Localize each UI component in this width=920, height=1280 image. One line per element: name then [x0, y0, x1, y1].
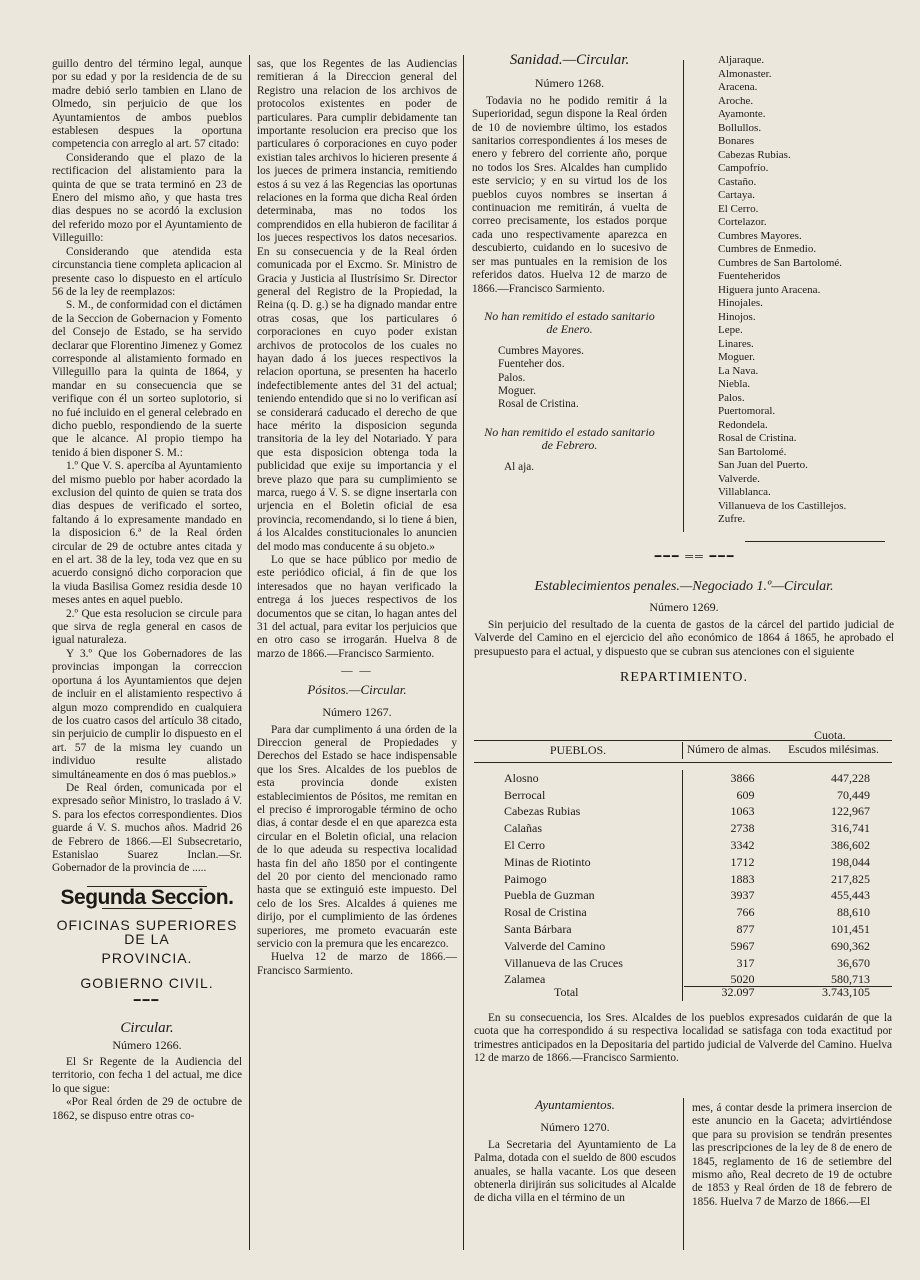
list-item: Aracena.	[718, 81, 758, 93]
table-header	[474, 742, 892, 759]
ayuntamientos-col	[474, 1098, 676, 1250]
office-heading: PROVINCIA.	[101, 950, 193, 966]
penal-section	[474, 580, 894, 684]
cell-almas: 3342	[682, 837, 755, 854]
table-total-row	[474, 984, 892, 1001]
cell-cuota: 217,825	[831, 871, 870, 886]
section-divider	[87, 886, 207, 887]
reparto-heading: REPARTIMIENTO.	[620, 670, 748, 686]
cell-pueblo: Calañas	[504, 821, 542, 836]
ornament: — —	[341, 665, 373, 678]
ayunt-heading: Ayuntamientos.	[535, 1098, 615, 1112]
column-rule	[683, 1098, 684, 1250]
list-item: Villanueva de los Castillejos.	[718, 499, 847, 512]
paragraph: «Por Real órden de 29 de octubre de 1862, se dispuso entre otras co-	[52, 1096, 242, 1122]
paragraph: mes, á contar desde la primera insercion de este anuncio en la Gaceta; advirtiéndose que para su provision se tendrán presentes las prescripciones de la ley de 8 de enero de 1845, reglamento de 16 de setiembre del mismo año, Real decreto de 19 de octubre de 1853 y Real órden de 18 de febrero de 1856. Huelva 7 de Marzo de 1866.—El	[692, 1102, 892, 1208]
cuota-label: Cuota.	[814, 728, 846, 742]
section-title: Segunda Seccion.	[60, 885, 234, 909]
penal-heading: Establecimientos penales.—Negociado 1.º—Circular.	[534, 579, 834, 594]
paragraph: De Real órden, comunicada por el expresado señor Ministro, lo traslado á V. S. para los efectos correspondientes. Dios guarde á V. S. muchos años. Madrid 26 de Febrero de 1866.—El Subsecretario, Estanislao Suarez Inclan.—Sr. Gobernador de la provincia de .....	[52, 781, 242, 875]
paragraph: Considerando que el plazo de la rectificacion del alistamiento para la quinta de que se trata terminó en 23 de Enero del mismo año, y que hasta tres dias despues no se acordó la exclusion del referido mozo por el Ayuntamiento de Villeguillo:	[52, 151, 242, 245]
list-item: Cumbres Mayores.	[718, 229, 802, 242]
cell-almas: 609	[682, 787, 755, 804]
list-item: Bollullos.	[718, 121, 762, 134]
cell-almas: 766	[682, 904, 755, 921]
cell-pueblo: Alosno	[504, 770, 539, 785]
penal-closing	[474, 1012, 892, 1066]
cell-almas: 1883	[682, 871, 755, 888]
list-item: Al aja.	[504, 460, 535, 473]
ornament: ━━━ ══ ━━━	[654, 551, 736, 563]
cell-pueblo: Valverde del Camino	[504, 938, 606, 953]
table-row	[474, 770, 892, 787]
cell-cuota: 455,443	[831, 888, 870, 903]
cell-cuota: 70,449	[837, 787, 870, 802]
list-item: El Cerro.	[718, 202, 759, 215]
table-row	[474, 871, 892, 888]
cell-cuota: 88,610	[837, 905, 870, 920]
list-item: Villablanca.	[718, 486, 771, 498]
list-item: Bonares	[718, 135, 755, 147]
total-almas: 32.097	[682, 984, 755, 1001]
cell-almas: 877	[682, 921, 755, 938]
paragraph: Todavia no he podido remitir á la Superioridad, segun dispone la Real órden de 10 de noviembre último, los estados sanitarios correspondientes á los meses de enero y febrero del corriente año, porque no todos los Sres. Alcaldes han cumplido este servicio; y en su virtud los de los pueblos cuyos nombres se insertan á continuacion me remitirán, á vuelta de correo precisamente, los estados porque cada uno respectivamente aparezca en descubierto, cuidando en lo sucesivo de ser mas puntuales en la remision de los referidos datos. Huelva 12 de marzo de 1866.—Francisco Sarmiento.	[472, 94, 667, 295]
table-row	[474, 921, 892, 938]
list-item: Castaño.	[718, 175, 757, 188]
cell-pueblo: Zalamea	[504, 972, 546, 987]
table-row	[474, 955, 892, 972]
list-item: Lepe.	[718, 324, 743, 336]
ayuntamientos-cont	[692, 1102, 892, 1250]
paragraph: Y 3.º Que los Gobernadores de las provincias impongan la correccion oportuna á los Ayuntamientos que dejen de incluir en el alistamiento respectivo á algun mozo comprendido en cualquiera de los cuatro casos del artículo 38 citado, sin perjuicio de cumplir lo dispuesto en el art. 57 de la misma ley cuando un individuo resulte alistado simultáneamente en dos ó mas pueblos.»	[52, 647, 242, 781]
cell-cuota: 316,741	[831, 821, 870, 836]
paragraph: El Sr Regente de la Audiencia del territorio, con fecha 1 del actual, me dice lo que sigue:	[52, 1056, 242, 1095]
column-rule	[249, 55, 250, 1250]
list-item: Cortelazor.	[718, 216, 767, 228]
table-row	[474, 820, 892, 837]
paragraph: sas, que los Regentes de las Audiencias remitieran á la Direccion general del Registro una relacion de los archivos de protocolos existentes en poder de particulares. Para cumplir debidamente tan importante resolucion era preciso que los particulares ó corporaciones en cuyo poder existian tales archivos lo hicieren presente á los jueces de primera instancia, remitiendo estos á su vez á las Regencias las oportunas relaciones en la forma que dicha Real órden determinaba, mas no todos los comprendidos en ella hubieron de facilitar á los jueces respectivos los datos necesarios. En su consecuencia y de la Real órden comunicada por el Excmo. Sr. Ministro de Gracia y Justicia al Ilustrísimo Sr. Director general del Registro de la Propiedad, la Reina (q. D. g.) se ha dignado mandar entre otras cosas, que los particulares ó corporaciones en cuyo poder existan archivos de protocolos de los cuales no hayan dado á los jueces respectivos la relacion oportuna, se presenten ha hacerlo indefectiblemente antes del 31 del actual; teniendo entendido que si no lo verifican así se considerará caducado el derecho de que hace mérito la disposicion segunda transitoria de la ley del Notariado. Y para que esta disposicion obtenga toda la publicidad que exije su importancia y el breve plazo que para su cumplimiento se marca, ruego á V. S. se digne insertarla con urjencia en el Boletin oficial de esa provincia, recomendando, si lo tiene á bien, á los Alcaldes constitucionales lo anuncien del modo mas conducente á su objeto.»	[257, 58, 457, 553]
list-item: Almonaster.	[718, 67, 772, 80]
office-heading: OFICINAS SUPERIORES DE LA	[56, 917, 238, 947]
cell-cuota: 198,044	[831, 854, 870, 869]
list-item: Aljaraque.	[718, 54, 765, 66]
list-item: Zufre.	[718, 513, 746, 525]
paragraph: 2.º Que esta resolucion se circule para que sirva de regla general en casos de igual naturaleza.	[52, 607, 242, 647]
cell-pueblo: Minas de Riotinto	[504, 854, 591, 869]
gobierno-heading: GOBIERNO CIVIL.	[80, 975, 214, 992]
table-row	[474, 904, 892, 921]
column-3	[472, 54, 667, 554]
cell-almas: 3937	[682, 888, 755, 905]
cell-cuota: 580,713	[831, 972, 870, 987]
paragraph: 1.º Que V. S. apercíba al Ayuntamiento del mismo pueblo por haber acordado la exclusion del quinto de quien se trata dos dias despues de verificado el sorteo, faltando á lo expresamente mandado en la disposicion 6.ª de la Real órden circular de 29 de octubre antes citada y en el art. 38 de la ley, toda vez que en su acuerdo consignó dicho corporacion que la viuda Basilisa Gomez residia desde 10 meses antes en aquel pueblo.	[52, 460, 242, 607]
table-row	[474, 804, 892, 821]
list-item: La Nava.	[718, 364, 759, 377]
list-item: Niebla.	[718, 378, 751, 390]
cell-cuota: 690,362	[831, 938, 870, 953]
header-numero: Número de almas.	[683, 742, 776, 759]
paragraph: Huelva 12 de marzo de 1866.—Francisco Sarmiento.	[257, 951, 457, 977]
numero: Número 1267.	[322, 705, 392, 720]
cell-pueblo: Puebla de Guzman	[504, 888, 595, 903]
list-item: San Bartolomé.	[718, 445, 787, 458]
header-escudos: Escudos milésimas.	[788, 744, 879, 757]
list-item: Hinojales.	[718, 297, 763, 309]
list-item: Cumbres Mayores.	[498, 344, 584, 357]
list-item: Linares.	[718, 337, 754, 350]
cell-almas: 317	[682, 955, 755, 972]
cell-pueblo: Villanueva de las Cruces	[504, 955, 623, 970]
list-item: Aroche.	[718, 94, 754, 107]
header-pueblos: PUEBLOS.	[549, 742, 607, 757]
table-row	[474, 854, 892, 871]
cell-cuota: 386,602	[831, 838, 870, 853]
cell-pueblo: Santa Bárbara	[504, 922, 572, 937]
cell-almas: 5020	[682, 972, 755, 989]
list-item: Moguer.	[498, 384, 536, 397]
list-item: Higuera junto Aracena.	[718, 283, 821, 296]
column-rule	[683, 60, 684, 532]
paragraph: La Secretaria del Ayuntamiento de La Palma, dotada con el sueldo de 800 escudos anuales, se halla vacante. Los que deseen obtenerla dirijirán sus solicitudes al Alcalde de dicha villa en el término de un	[474, 1138, 676, 1205]
cell-cuota: 36,670	[837, 955, 870, 970]
numero: Número 1266.	[112, 1037, 182, 1052]
cell-cuota: 122,967	[831, 804, 870, 819]
list-item: Redondela.	[718, 418, 768, 431]
numero: Número 1269.	[649, 600, 719, 615]
cell-almas: 1063	[682, 804, 755, 821]
paragraph: Lo que se hace público por medio de este periódico oficial, á fin de que los interesados que no hayan verificado la entrega á los jueces respectivos de los documentos que se citan, lo hagan antes del 31 del actual, para evitar los perjuicios que en otro caso se irrogarán. Huelva 8 de marzo de 1866.—Francisco Sarmiento.	[257, 554, 457, 660]
cell-almas: 5967	[682, 938, 755, 955]
enero-list	[472, 345, 667, 412]
cell-cuota: 447,228	[831, 770, 870, 785]
total-label: Total	[554, 984, 579, 999]
section-divider	[102, 908, 192, 909]
circular-heading: Circular.	[120, 1020, 174, 1037]
list-item: Palos.	[718, 391, 745, 404]
column-rule	[463, 55, 464, 1250]
column-2	[257, 58, 457, 1248]
numero: Número 1270.	[540, 1120, 610, 1135]
paragraph: Considerando que atendida esta circunstancia tiene completa aplicacion al presente caso lo dispuesto en el artículo 56 de la ley de reemplazos:	[52, 245, 242, 298]
positos-heading: Pósitos.—Circular.	[307, 681, 407, 697]
cell-pueblo: Cabezas Rubias	[504, 804, 581, 819]
table-top-rule	[474, 740, 892, 741]
list-item: Cabezas Rubias.	[718, 148, 791, 161]
total-cuota: 3.743,105	[822, 984, 870, 999]
list-item: Cumbres de San Bartolomé.	[718, 256, 843, 269]
list-item: Cartaya.	[718, 189, 755, 201]
list-item: Rosal de Cristina.	[718, 432, 797, 444]
enero-heading: No han remitido el estado sanitario de Enero.	[484, 308, 655, 337]
cell-pueblo: Rosal de Cristina	[504, 905, 587, 920]
list-item: San Juan del Puerto.	[718, 459, 808, 471]
febrero-heading: No han remitido el estado sanitario de Febrero.	[484, 424, 655, 453]
cell-almas: 3866	[682, 770, 755, 787]
table-header-rule	[474, 762, 892, 763]
cell-cuota: 101,451	[831, 922, 870, 937]
table-row	[474, 837, 892, 854]
list-item: Hinojos.	[718, 310, 756, 323]
paragraph: Sin perjuicio del resultado de la cuenta de gastos de la cárcel del partido judicial de Valverde del Camino en el ejercicio del año económico de 1864 á 1865, he aprobado el presupuesto para el actual, y dispuesto que se cubran sus atenciones con el siguiente	[474, 618, 894, 658]
paragraph: S. M., de conformidad con el dictámen de la Seccion de Gobernacion y Fomento del Consejo de Estado, se ha servido declarar que Florentino Jimenez y Gomez corresponde al alistamiento formado en Villeguillo para la quinta de 1864, y mandar en su consecuencia que se verifique con él un sorteo suplotorio, si no fué incluido en el general celebrado en dicho pueblo, respondiendo de la suerte que le alcance. Al propio tiempo ha tenido á bien disponer S. M.:	[52, 299, 242, 459]
list-item: Fuenteher dos.	[498, 358, 565, 371]
table-row	[474, 888, 892, 905]
table-row	[474, 938, 892, 955]
list-item: Ayamonte.	[718, 108, 766, 120]
list-item: Fuenteheridos	[718, 270, 781, 282]
cell-pueblo: El Cerro	[504, 838, 545, 853]
list-item: Valverde.	[718, 472, 760, 485]
sanidad-heading: Sanidad.—Circular.	[509, 54, 630, 68]
column-1	[52, 58, 242, 1248]
column-4-pueblos	[718, 54, 908, 527]
paragraph: Para dar cumplimento á una órden de la Direccion general de Propiedades y Derechos del Estado se hace indispensable que los Sres. Alcaldes de los pueblos de esta provincia donde existen establecimientos de Pósitos, me remitan en el preciso é improrogable término de ocho dias, á contar desde el en que aparezca esta circular en el Boletin oficial, una relacion de lo que adeuda su respectiva localidad hasta fin del año 1850 por el contingente del 20 por ciento del mencionado ramo hasta que se extinguió este impuesto. Del celo de los Sres. Alcaldes á quienes me dirijo, por el cumplimiento de las órdenes superiores, me prometo evacuarán este servicio con la premura que les encarezco.	[257, 723, 457, 950]
list-item: Campofrío.	[718, 162, 769, 174]
list-item: Cumbres de Enmedio.	[718, 243, 817, 255]
febrero-list	[472, 461, 667, 474]
list-item: Moguer.	[718, 351, 755, 363]
table-row	[474, 787, 892, 804]
section-divider	[745, 541, 885, 542]
cell-pueblo: Berrocal	[504, 787, 546, 802]
numero: Número 1268.	[534, 76, 605, 91]
list-item: Palos.	[498, 371, 526, 384]
list-item: Puertomoral.	[718, 405, 776, 417]
ornament: ━━━	[133, 994, 161, 1007]
paragraph: guillo dentro del término legal, aunque por su edad y por la residencia de de su madre debió serlo tambien en Llano de Olmedo, sin perjuicio de que los Ayuntamientos de ambos pueblos establesen despues la oportuna competencia con arreglo al art. 57 citado:	[52, 58, 242, 151]
paragraph: En su consecuencia, los Sres. Alcaldes de los pueblos expresados cuidarán de que la cuota que ha correspondido á su respectiva localidad se satisfaga con toda exactitud por trimestres anticipados en la Depositaria del partido judicial de Valverde del Camino. Huelva 12 de marzo de 1866.—Francisco Sarmiento.	[474, 1012, 892, 1065]
cell-almas: 2738	[682, 820, 755, 837]
list-item: Rosal de Cristina.	[498, 398, 579, 411]
cell-pueblo: Paimogo	[504, 871, 547, 886]
cell-almas: 1712	[682, 854, 755, 871]
